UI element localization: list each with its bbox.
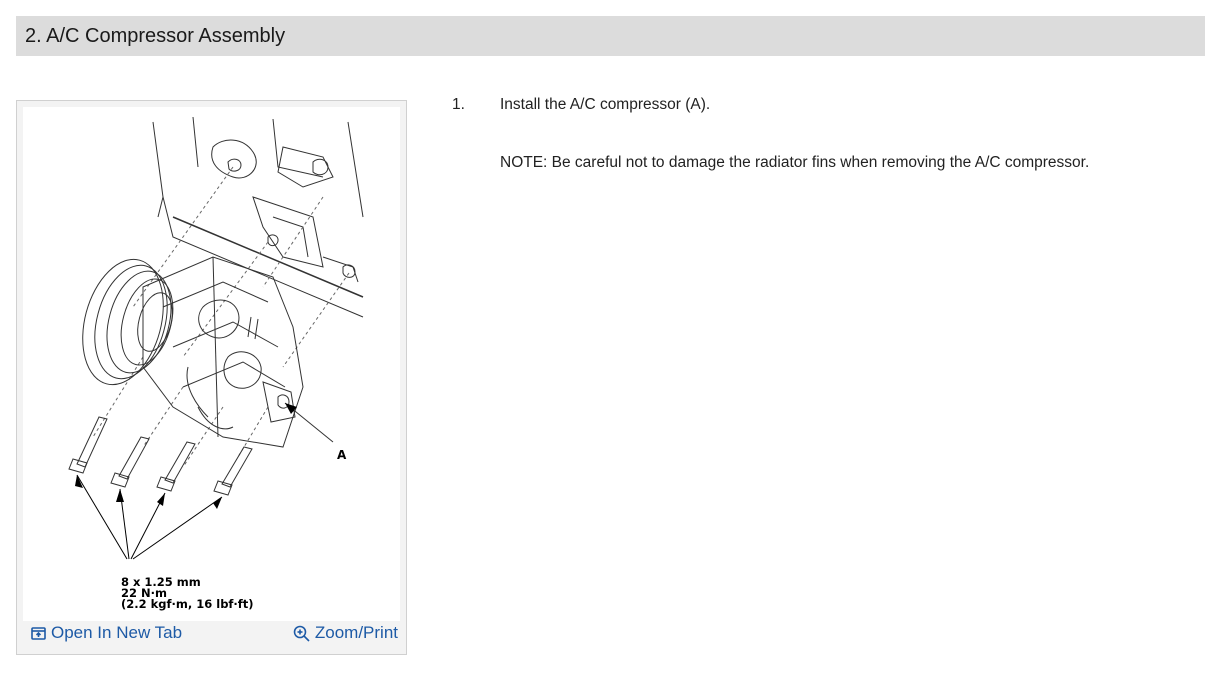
torque-spec [121,577,254,610]
section-title: 2. A/C Compressor Assembly [25,25,286,47]
zoom-print-link[interactable] [293,623,398,643]
step-note: NOTE: Be careful not to damage the radiator fins when removing the A/C compressor. [500,154,1090,171]
callout-a-label: A [337,448,347,462]
open-in-new-tab-label: Open In New Tab [51,623,183,642]
step-number: 1. [452,96,465,113]
open-new-tab-icon [31,627,46,640]
step-text: Install the A/C compressor (A). [500,96,711,113]
section-header [16,16,1205,56]
zoom-print-label: Zoom/Print [314,623,398,642]
spec-line-size: 8 x 1.25 mm [121,575,201,589]
compressor-illustration[interactable] [23,107,400,621]
open-in-new-tab-link[interactable] [31,623,182,643]
spec-line-torque: 22 N·m [121,586,167,600]
figure-card [16,100,407,655]
zoom-in-icon [293,625,310,642]
spec-line-conversion: (2.2 kgf·m, 16 lbf·ft) [121,597,254,611]
